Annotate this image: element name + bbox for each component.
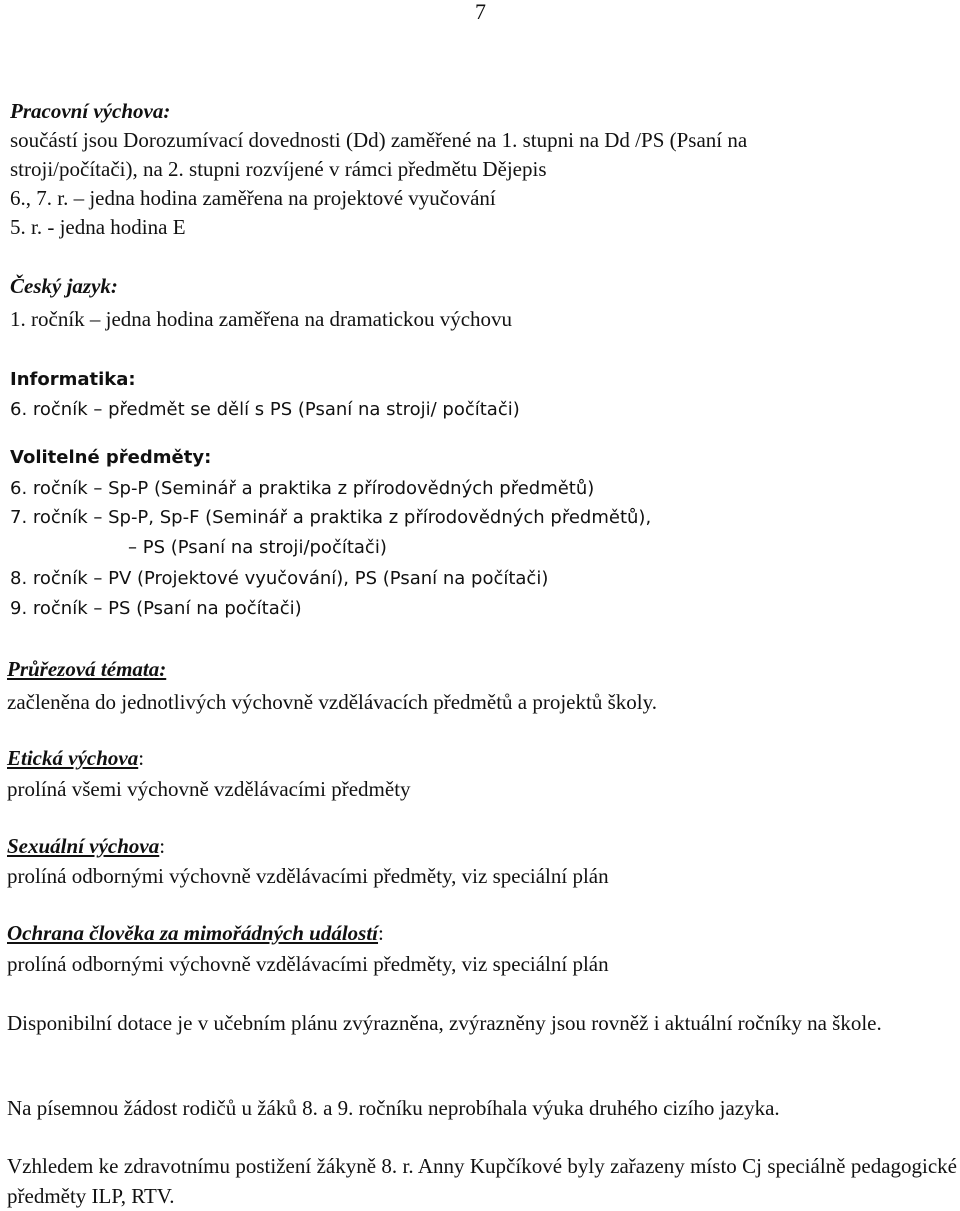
heading-prurezova-temata-text: Průřezová témata:	[7, 657, 167, 681]
heading-eticka-vychova-text: Etická výchova	[7, 746, 139, 770]
paragraph-zdravotni-postizeni: Vzhledem ke zdravotnímu postižení žákyně 8. r. Anny Kupčíkové byly zařazeny místo Cj speciálně pedagogické předměty ILP, RTV.	[7, 1154, 957, 1208]
ochrana-line: prolíná odbornými výchovně vzdělávacími předměty, viz speciální plán	[7, 952, 609, 976]
heading-sexualni-vychova-text: Sexuální výchova	[7, 834, 160, 858]
pracovni-line-4: 5. r. - jedna hodina E	[10, 215, 186, 239]
volitelne-line-3: – PS (Psaní na stroji/počítači)	[128, 537, 387, 558]
informatika-line: 6. ročník – předmět se dělí s PS (Psaní na stroji/ počítači)	[10, 399, 520, 420]
heading-ochrana-colon: :	[378, 921, 384, 945]
volitelne-line-2: 7. ročník – Sp-P, Sp-F (Seminář a praktika z přírodovědných předmětů),	[10, 507, 652, 528]
volitelne-line-5: 9. ročník – PS (Psaní na počítači)	[10, 598, 302, 619]
heading-volitelne-predmety: Volitelné předměty:	[10, 447, 212, 468]
heading-cesky-jazyk: Český jazyk:	[10, 274, 118, 298]
heading-pracovni-vychova: Pracovní výchova:	[10, 99, 171, 123]
heading-sexualni-vychova	[7, 832, 165, 860]
paragraph-pisemna-zadost: Na písemnou žádost rodičů u žáků 8. a 9. ročníku neprobíhala výuka druhého cizího jazyka.	[7, 1096, 780, 1120]
volitelne-line-4: 8. ročník – PV (Projektové vyučování), PS (Psaní na počítači)	[10, 568, 549, 589]
heading-sexualni-colon: :	[159, 834, 166, 858]
prurezova-line: začleněna do jednotlivých výchovně vzdělávacích předmětů a projektů školy.	[7, 690, 657, 714]
heading-eticka-colon: :	[138, 746, 145, 770]
heading-eticka-vychova	[7, 744, 144, 772]
cesky-line: 1. ročník – jedna hodina zaměřena na dramatickou výchovu	[10, 307, 513, 331]
paragraph-disponibilni-dotace: Disponibilní dotace je v učebním plánu zvýrazněna, zvýrazněny jsou rovněž i aktuální ročníky na škole.	[7, 1011, 882, 1035]
page-number: 7	[475, 0, 486, 24]
heading-prurezova-temata	[7, 655, 166, 683]
sexualni-line: prolíná odbornými výchovně vzdělávacími předměty, viz speciální plán	[7, 864, 609, 888]
heading-ochrana-cloveka	[7, 919, 384, 947]
pracovni-line-2: stroji/počítači), na 2. stupni rozvíjené v rámci předmětu Dějepis	[10, 157, 547, 181]
pracovni-line-3: 6., 7. r. – jedna hodina zaměřena na projektové vyučování	[10, 186, 496, 210]
eticka-line: prolíná všemi výchovně vzdělávacími předměty	[7, 777, 411, 801]
heading-informatika: Informatika:	[10, 369, 136, 390]
heading-ochrana-cloveka-text: Ochrana člověka za mimořádných událostí	[7, 921, 379, 945]
volitelne-line-1: 6. ročník – Sp-P (Seminář a praktika z přírodovědných předmětů)	[10, 478, 595, 499]
pracovni-line-1: součástí jsou Dorozumívací dovednosti (Dd) zaměřené na 1. stupni na Dd /PS (Psaní na	[10, 128, 748, 152]
